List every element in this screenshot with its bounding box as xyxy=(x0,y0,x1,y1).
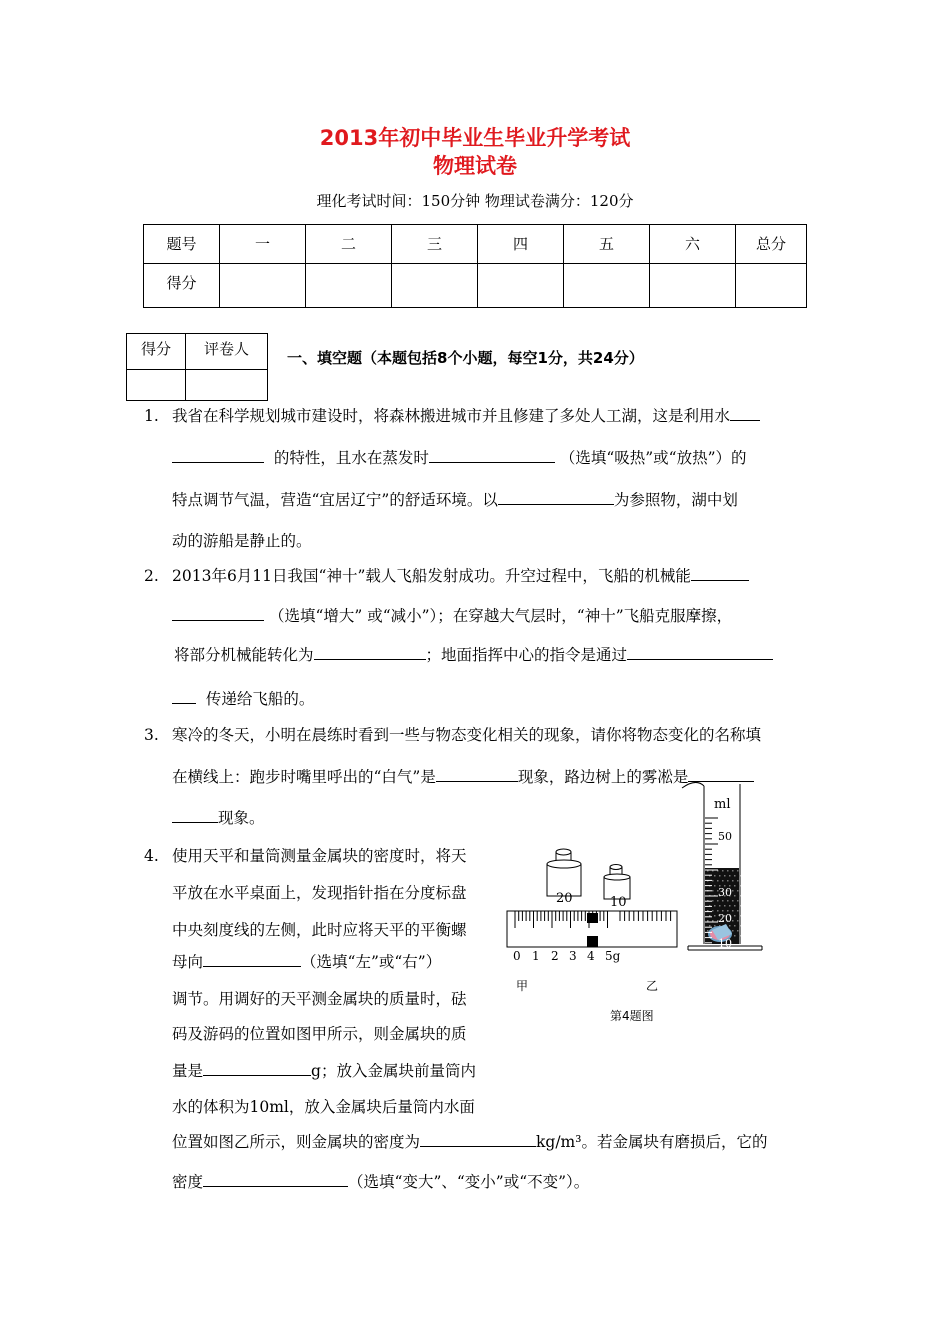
cylinder-tick-40: 40 xyxy=(718,858,732,871)
water-dot xyxy=(739,905,741,907)
score-row-label: 得分 xyxy=(144,264,220,308)
water-dot xyxy=(722,900,724,902)
q1-number: 1. xyxy=(144,407,159,425)
cylinder-tick-10: 10 xyxy=(718,937,732,950)
score-cell xyxy=(306,264,392,308)
water-dot xyxy=(737,920,739,922)
score-table-header-row xyxy=(144,225,807,264)
water-dot xyxy=(734,885,736,887)
water-dot xyxy=(739,915,741,917)
q2-blank-1a[interactable] xyxy=(691,566,749,581)
q3-blank-2b[interactable] xyxy=(172,808,218,823)
water-dot xyxy=(734,915,736,917)
score-header-cell: 四 xyxy=(478,225,564,264)
q1-text-3a: 特点调节气温，营造“宜居辽宁”的舒适环境。以 xyxy=(172,491,498,509)
q2-text-3a: 将部分机械能转化为 xyxy=(174,646,314,664)
q3-text-1: 寒冷的冬天，小明在晨练时看到一些与物态变化相关的现象，请你将物态变化的名称填 xyxy=(172,726,762,744)
water-dot xyxy=(727,900,729,902)
figure-label-jia: 甲 xyxy=(516,979,529,993)
q4-blank-4[interactable] xyxy=(203,1172,348,1187)
q4-text-1: 使用天平和量筒测量金属块的密度时，将天 xyxy=(172,847,467,865)
q2-blank-3b[interactable] xyxy=(172,689,196,704)
water-dot xyxy=(739,875,741,877)
score-header-cell: 总分 xyxy=(736,225,807,264)
q4-line5: 调节。用调好的天平测金属块的质量时，砝 xyxy=(172,990,467,1008)
q4-line2: 平放在水平桌面上，发现指针指在分度标盘 xyxy=(172,884,467,902)
scale-label-2: 2 xyxy=(551,949,559,963)
water-dot xyxy=(712,890,714,892)
q4-blank-3[interactable] xyxy=(420,1132,536,1147)
scale-label-5g: 5g xyxy=(605,949,621,963)
q1-text-2a: 的特性，且水在蒸发时 xyxy=(273,449,429,467)
cylinder-tick-20: 20 xyxy=(718,912,732,925)
water-dot xyxy=(732,900,734,902)
water-dot xyxy=(732,930,734,932)
scale-label-4: 4 xyxy=(587,949,595,963)
q2-text-3b: ；地面指挥中心的指令是通过 xyxy=(425,646,628,664)
water-dot xyxy=(722,880,724,882)
score-table-score-row xyxy=(144,264,807,308)
weight-20g xyxy=(547,849,581,906)
q4-text-10b: （选填“变大”、“变小”或“不变”）。 xyxy=(348,1173,590,1191)
water-dot xyxy=(724,905,726,907)
weight-10-label: 10 xyxy=(610,895,627,910)
q4-line10 xyxy=(172,1172,589,1192)
score-header-cell: 五 xyxy=(564,225,650,264)
q4-line4 xyxy=(172,952,441,972)
q3-text-3: 现象。 xyxy=(218,809,265,827)
water-dot xyxy=(712,900,714,902)
q4-text-7a: 量是 xyxy=(172,1062,204,1080)
score-cell xyxy=(478,264,564,308)
water-dot xyxy=(714,905,716,907)
water-dot xyxy=(727,880,729,882)
q4-text-10a: 密度 xyxy=(172,1173,204,1191)
water-dot xyxy=(734,905,736,907)
exam-title: 2013年初中毕业生毕业升学考试 xyxy=(319,126,631,150)
water-dot xyxy=(737,880,739,882)
water-dot xyxy=(709,915,711,917)
q4-text-9b: kg/m³。若金属块有磨损后，它的 xyxy=(536,1133,768,1151)
water-dot xyxy=(734,935,736,937)
cylinder-tick-50: 50 xyxy=(718,830,732,843)
cylinder-tick-30: 30 xyxy=(718,886,732,899)
scale-label-3: 3 xyxy=(569,949,577,963)
rider-marker-bottom xyxy=(587,936,598,947)
figure-caption: 第4题图 xyxy=(610,1009,654,1023)
score-header-cell: 题号 xyxy=(144,225,220,264)
water-dot xyxy=(729,875,731,877)
q2-text-1: 2013年6月11日我国“神十”载人飞船发射成功。升空过程中，飞船的机械能 xyxy=(172,567,691,585)
water-dot xyxy=(737,890,739,892)
q2-line1 xyxy=(144,566,749,586)
q1-text-1: 我省在科学规划城市建设时，将森林搬进城市并且修建了多处人工湖，这是利用水 xyxy=(172,407,731,425)
q4-line3: 中央刻度线的左侧，此时应将天平的平衡螺 xyxy=(172,921,467,939)
q1-blank-3[interactable] xyxy=(498,490,614,505)
q3-text-2a: 在横线上：跑步时嘴里呼出的“白气”是 xyxy=(172,768,436,786)
water-dot xyxy=(734,925,736,927)
water-dot xyxy=(709,925,711,927)
q4-line1 xyxy=(144,846,467,866)
weight-10g xyxy=(604,865,630,911)
exam-info: 理化考试时间：150分钟 物理试卷满分：120分 xyxy=(316,192,634,210)
balance-scale xyxy=(507,911,677,947)
water-dot xyxy=(737,870,739,872)
q1-text-3b: 为参照物，湖中划 xyxy=(613,491,738,509)
water-dot xyxy=(732,920,734,922)
scale-label-1: 1 xyxy=(532,949,540,963)
q3-text-2b: 现象，路边树上的雾凇是 xyxy=(517,768,689,786)
water-dot xyxy=(717,880,719,882)
q2-text-2: （选填“增大” 或“减小”）；在穿越大气层时，“神十”飞船克服摩擦， xyxy=(268,607,733,625)
score-cell xyxy=(736,264,807,308)
q3-line3 xyxy=(172,808,265,828)
q4-number: 4. xyxy=(144,847,159,865)
q2-line3 xyxy=(174,645,773,665)
grader-name-label: 评卷人 xyxy=(186,334,268,370)
water-dot xyxy=(734,875,736,877)
q4-line9 xyxy=(172,1132,767,1152)
q2-blank-1b[interactable] xyxy=(172,606,264,621)
score-header-cell: 六 xyxy=(650,225,736,264)
q1-blank-1b[interactable] xyxy=(172,448,264,463)
q3-line1 xyxy=(144,725,761,745)
figure-label-yi: 乙 xyxy=(646,979,659,993)
water-dot xyxy=(712,920,714,922)
rider-marker-top xyxy=(587,913,598,923)
score-header-cell: 三 xyxy=(392,225,478,264)
water-dot xyxy=(719,875,721,877)
q4-figure xyxy=(500,780,800,1030)
water-dot xyxy=(729,925,731,927)
grader-name-cell xyxy=(186,370,268,401)
q4-text-4b: （选填“左”或“右”） xyxy=(301,953,442,971)
water-dot xyxy=(714,925,716,927)
water-dot xyxy=(734,895,736,897)
q2-blank-2[interactable] xyxy=(314,645,426,660)
q1-blank-2[interactable] xyxy=(429,448,555,463)
q2-line2 xyxy=(172,606,732,626)
q4-text-9a: 位置如图乙所示，则金属块的密度为 xyxy=(172,1133,421,1151)
weight-20-label: 20 xyxy=(556,891,573,906)
q4-line7 xyxy=(172,1061,476,1081)
q1-blank-1a[interactable] xyxy=(730,406,760,421)
water-dot xyxy=(737,930,739,932)
q3-number: 3. xyxy=(144,726,159,744)
q2-text-4: 传递给飞船的。 xyxy=(205,690,315,708)
water-dot xyxy=(712,880,714,882)
water-dot xyxy=(732,880,734,882)
q2-number: 2. xyxy=(144,567,159,585)
water-dot xyxy=(707,920,709,922)
q1-line1 xyxy=(144,406,760,426)
measuring-cylinder xyxy=(682,782,762,950)
water-dot xyxy=(737,910,739,912)
water-dot xyxy=(739,885,741,887)
grader-score-cell xyxy=(127,370,186,401)
q4-text-7b: g；放入金属块前量筒内 xyxy=(311,1062,476,1080)
water-dot xyxy=(739,935,741,937)
q2-blank-3a[interactable] xyxy=(627,645,773,660)
water-dot xyxy=(712,910,714,912)
water-dot xyxy=(719,905,721,907)
scale-label-0: 0 xyxy=(513,949,521,963)
water-dot xyxy=(724,875,726,877)
water-dot xyxy=(729,905,731,907)
water-dot xyxy=(707,930,709,932)
q1-line2 xyxy=(172,448,747,468)
q1-line3 xyxy=(172,490,738,510)
q4-blank-1[interactable] xyxy=(203,952,301,967)
score-header-cell: 二 xyxy=(306,225,392,264)
water-dot xyxy=(714,885,716,887)
q4-blank-2[interactable] xyxy=(203,1061,311,1076)
q4-line8: 水的体积为10ml，放入金属块后量筒内水面 xyxy=(172,1098,475,1116)
q1-text-2b: （选填“吸热”或“放热”）的 xyxy=(559,449,747,467)
water-dot xyxy=(714,915,716,917)
water-dot xyxy=(732,910,734,912)
q1-line4: 动的游船是静止的。 xyxy=(172,532,312,550)
cylinder-unit: ml xyxy=(714,797,731,812)
score-cell xyxy=(220,264,306,308)
water-dot xyxy=(739,925,741,927)
q4-line6: 码及游码的位置如图甲所示，则金属块的质 xyxy=(172,1025,467,1043)
q4-text-4a: 母向 xyxy=(172,953,204,971)
water-dot xyxy=(717,900,719,902)
grader-box xyxy=(126,333,268,401)
water-dot xyxy=(732,870,734,872)
exam-subject: 物理试卷 xyxy=(433,154,517,178)
water-dot xyxy=(739,895,741,897)
section-1-title: 一、填空题（本题包括8个小题，每空1分，共24分） xyxy=(287,349,644,367)
water-dot xyxy=(737,900,739,902)
score-cell xyxy=(564,264,650,308)
water-dot xyxy=(714,875,716,877)
score-cell xyxy=(650,264,736,308)
water-dot xyxy=(732,890,734,892)
q2-line4 xyxy=(172,689,314,709)
score-cell xyxy=(392,264,478,308)
score-table xyxy=(143,224,807,308)
grader-score-label: 得分 xyxy=(127,334,186,370)
score-header-cell: 一 xyxy=(220,225,306,264)
